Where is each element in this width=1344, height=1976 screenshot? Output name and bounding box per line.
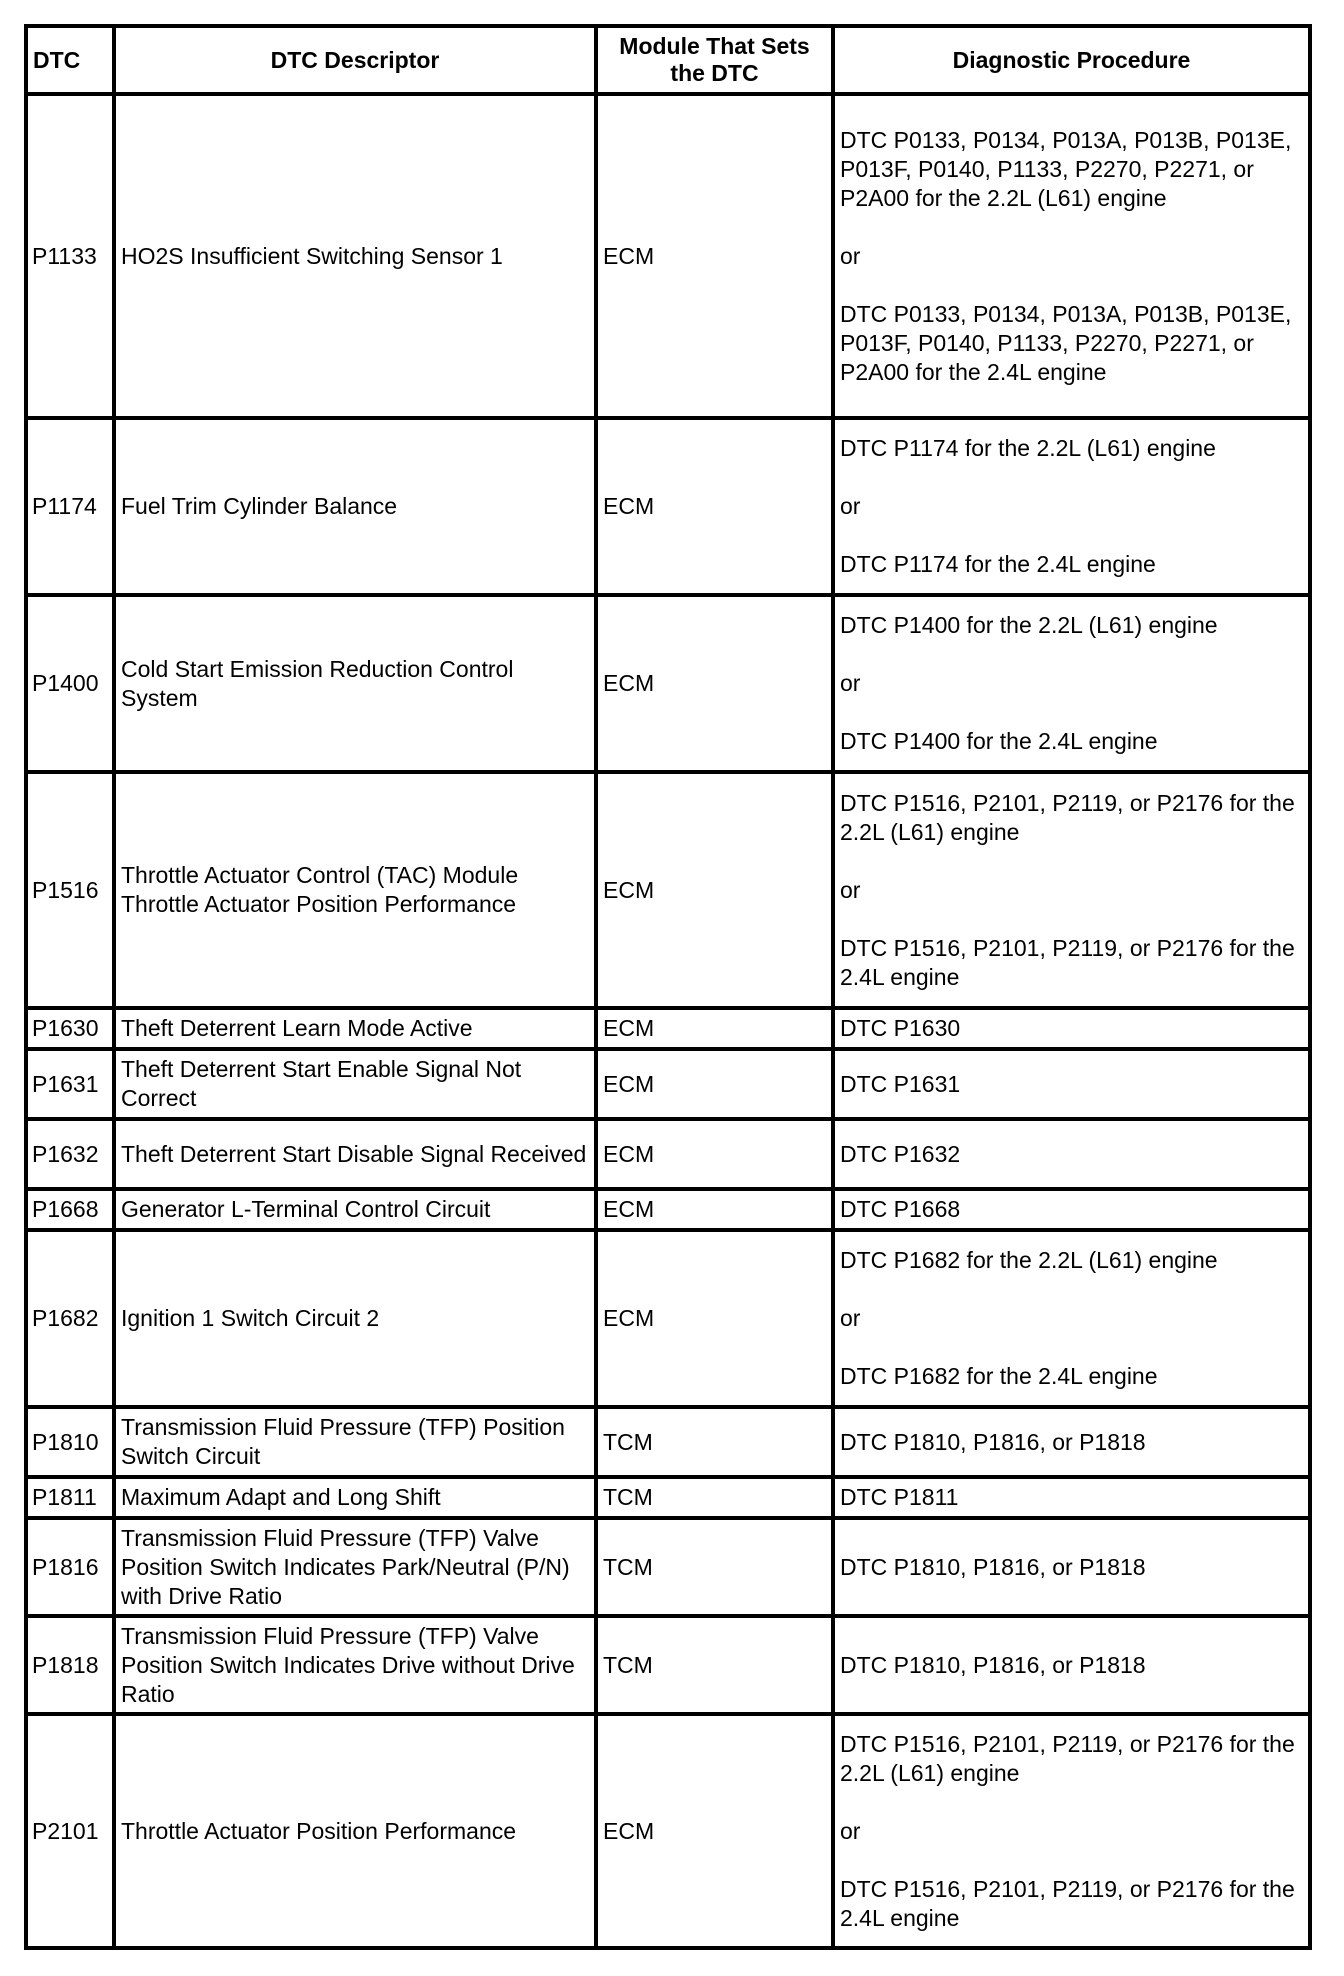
diagnostic-procedure: DTC P1631 xyxy=(833,1049,1310,1119)
module: TCM xyxy=(596,1616,833,1714)
diagnostic-procedure: DTC P1630 xyxy=(833,1008,1310,1049)
procedure-line: DTC P1516, P2101, P2119, or P2176 for the 2.2L (L61) engine xyxy=(840,789,1295,845)
procedure-line: DTC P1400 for the 2.4L engine xyxy=(840,728,1158,754)
dtc-descriptor: Theft Deterrent Start Disable Signal Received xyxy=(114,1119,596,1189)
procedure-line: DTC P0133, P0134, P013A, P013B, P013E, P013F, P0140, P1133, P2270, P2271, or P2A00 for the 2.4L engine xyxy=(840,300,1292,385)
diagnostic-procedure: DTC P1632 xyxy=(833,1119,1310,1189)
procedure-line: DTC P1682 for the 2.2L (L61) engine xyxy=(840,1247,1218,1273)
dtc-code: P2101 xyxy=(26,1714,114,1948)
dtc-descriptor: Throttle Actuator Position Performance xyxy=(114,1714,596,1948)
diagnostic-procedure: DTC P1811 xyxy=(833,1477,1310,1518)
procedure-line: DTC P1174 for the 2.2L (L61) engine xyxy=(840,435,1216,461)
header-row xyxy=(26,26,1310,94)
diagnostic-procedure xyxy=(833,772,1310,1008)
dtc-descriptor: Maximum Adapt and Long Shift xyxy=(114,1477,596,1518)
procedure-line: or xyxy=(840,876,861,903)
module: ECM xyxy=(596,595,833,772)
diagnostic-procedure xyxy=(833,94,1310,418)
dtc-code: P1810 xyxy=(26,1407,114,1477)
module: ECM xyxy=(596,1189,833,1230)
header-dtc: DTC xyxy=(26,26,114,94)
table-row xyxy=(26,1407,1310,1477)
dtc-descriptor: Theft Deterrent Start Enable Signal Not Correct xyxy=(114,1049,596,1119)
diagnostic-procedure: DTC P1668 xyxy=(833,1189,1310,1230)
diagnostic-procedure xyxy=(833,1230,1310,1407)
table-row xyxy=(26,1714,1310,1948)
dtc-code: P1816 xyxy=(26,1518,114,1616)
procedure-line: DTC P1400 for the 2.2L (L61) engine xyxy=(840,612,1218,638)
dtc-descriptor: Transmission Fluid Pressure (TFP) Position Switch Circuit xyxy=(114,1407,596,1477)
table-row xyxy=(26,595,1310,772)
module: ECM xyxy=(596,418,833,595)
module: TCM xyxy=(596,1407,833,1477)
table-row xyxy=(26,1518,1310,1616)
table-row xyxy=(26,1616,1310,1714)
diagnostic-procedure xyxy=(833,1714,1310,1948)
procedure-line: DTC P1682 for the 2.4L engine xyxy=(840,1363,1158,1389)
procedure-line: or xyxy=(840,670,861,696)
dtc-code: P1668 xyxy=(26,1189,114,1230)
table-row xyxy=(26,94,1310,418)
diagnostic-procedure xyxy=(833,595,1310,772)
procedure-line: or xyxy=(840,1305,861,1331)
module: TCM xyxy=(596,1477,833,1518)
dtc-code: P1811 xyxy=(26,1477,114,1518)
diagnostic-procedure: DTC P1810, P1816, or P1818 xyxy=(833,1518,1310,1616)
dtc-code: P1818 xyxy=(26,1616,114,1714)
module: ECM xyxy=(596,1049,833,1119)
dtc-code: P1682 xyxy=(26,1230,114,1407)
header-module: Module That Sets the DTC xyxy=(596,26,833,94)
module: ECM xyxy=(596,94,833,418)
dtc-descriptor: Ignition 1 Switch Circuit 2 xyxy=(114,1230,596,1407)
header-procedure: Diagnostic Procedure xyxy=(833,26,1310,94)
dtc-code: P1133 xyxy=(26,94,114,418)
diagnostic-procedure: DTC P1810, P1816, or P1818 xyxy=(833,1407,1310,1477)
table-row xyxy=(26,1119,1310,1189)
dtc-table xyxy=(24,24,1312,1950)
procedure-line: or xyxy=(840,1817,861,1844)
dtc-descriptor: HO2S Insufficient Switching Sensor 1 xyxy=(114,94,596,418)
diagnostic-procedure xyxy=(833,418,1310,595)
dtc-code: P1516 xyxy=(26,772,114,1008)
dtc-code: P1630 xyxy=(26,1008,114,1049)
module: ECM xyxy=(596,1119,833,1189)
dtc-code: P1400 xyxy=(26,595,114,772)
dtc-descriptor: Transmission Fluid Pressure (TFP) Valve Position Switch Indicates Park/Neutral (P/N) with Drive Ratio xyxy=(114,1518,596,1616)
dtc-descriptor: Fuel Trim Cylinder Balance xyxy=(114,418,596,595)
procedure-line: DTC P1174 for the 2.4L engine xyxy=(840,551,1156,577)
dtc-code: P1174 xyxy=(26,418,114,595)
procedure-line: DTC P1516, P2101, P2119, or P2176 for the 2.2L (L61) engine xyxy=(840,1730,1295,1786)
header-descriptor: DTC Descriptor xyxy=(114,26,596,94)
dtc-descriptor: Generator L-Terminal Control Circuit xyxy=(114,1189,596,1230)
table-row xyxy=(26,1477,1310,1518)
module: TCM xyxy=(596,1518,833,1616)
module: ECM xyxy=(596,1008,833,1049)
table-row xyxy=(26,1230,1310,1407)
table-row xyxy=(26,1189,1310,1230)
dtc-code: P1632 xyxy=(26,1119,114,1189)
module: ECM xyxy=(596,1714,833,1948)
dtc-descriptor: Theft Deterrent Learn Mode Active xyxy=(114,1008,596,1049)
procedure-line: or xyxy=(840,493,861,519)
procedure-line: DTC P1516, P2101, P2119, or P2176 for the 2.4L engine xyxy=(840,934,1295,990)
table-row xyxy=(26,1008,1310,1049)
module: ECM xyxy=(596,772,833,1008)
dtc-descriptor: Transmission Fluid Pressure (TFP) Valve Position Switch Indicates Drive without Drive Ratio xyxy=(114,1616,596,1714)
dtc-descriptor: Cold Start Emission Reduction Control System xyxy=(114,595,596,772)
procedure-line: or xyxy=(840,242,861,269)
diagnostic-procedure: DTC P1810, P1816, or P1818 xyxy=(833,1616,1310,1714)
table-row xyxy=(26,1049,1310,1119)
procedure-line: DTC P0133, P0134, P013A, P013B, P013E, P013F, P0140, P1133, P2270, P2271, or P2A00 for the 2.2L (L61) engine xyxy=(840,126,1292,211)
dtc-descriptor: Throttle Actuator Control (TAC) Module Throttle Actuator Position Performance xyxy=(114,772,596,1008)
table-row xyxy=(26,418,1310,595)
table-row xyxy=(26,772,1310,1008)
dtc-code: P1631 xyxy=(26,1049,114,1119)
module: ECM xyxy=(596,1230,833,1407)
procedure-line: DTC P1516, P2101, P2119, or P2176 for the 2.4L engine xyxy=(840,1875,1295,1931)
